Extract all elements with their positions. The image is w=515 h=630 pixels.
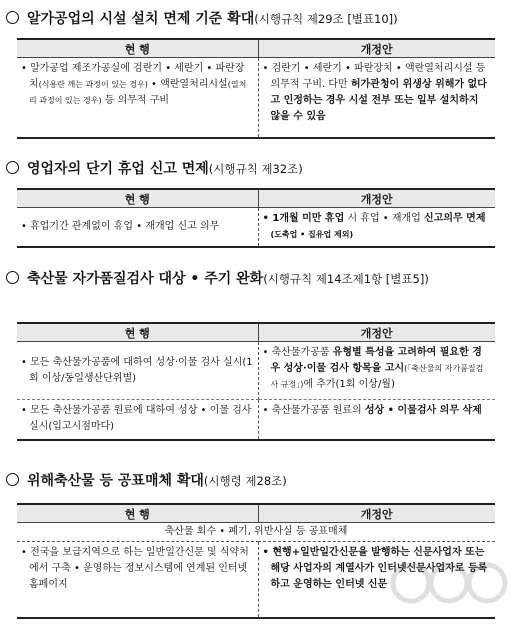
- header-current: 현 행: [17, 504, 258, 523]
- section-4-table: [17, 503, 495, 619]
- s3-row2-current: • 모든 축산물가공품 원료에 대하여 성상 • 이물 검사 실시(입고시점마다): [17, 400, 258, 440]
- header-current: 현 행: [17, 189, 258, 208]
- s3-row1-current: • 모든 축산물가공품에 대하여 성상·이물 검사 실시(1회 이상/동일생산단위별): [17, 342, 258, 400]
- section-2-table: [17, 188, 495, 248]
- section-4-title: 위해축산물 등 공표매체 확대(시행령 제28조): [6, 470, 287, 490]
- s4-common-row: 축산물 회수 • 폐기, 위반사실 등 공표매체: [17, 523, 495, 542]
- section-1-table: [17, 38, 495, 139]
- s1-current-cell: • 알가공업 제조가공실에 검란기 • 세란기 • 파란장치(식용란 깨는 과정이 있는 경우) • 액란열처리시설(열처리 과정이 있는 경우) 등 의무적 구비: [17, 58, 258, 138]
- section-2-title: 영업자의 단기 휴업 신고 면제(시행규칙 제32조): [6, 158, 303, 178]
- s3-row1-revised: • 축산물가공품 유형별 특성을 고려하여 필요한 경우 성상·이물 검사 항목을 고시(「축산물의 자가품질검사 규정」)에 추가(1회 이상/월): [258, 342, 495, 400]
- s3-row2-revised: • 축산물가공품 원료의 성상 • 이물검사 의무 삭제: [258, 400, 495, 440]
- circle-bullet-icon: [6, 11, 19, 24]
- section-3-title: 축산물 자가품질검사 대상 • 주기 완화(시행규칙 제14조제1항 [별표5]): [6, 268, 506, 290]
- header-revised: 개정안: [258, 504, 495, 523]
- header-revised: 개정안: [258, 39, 495, 58]
- circle-bullet-icon: [6, 161, 19, 174]
- circle-bullet-icon: [6, 473, 19, 486]
- s2-current-cell: • 휴업기간 관계없이 휴업 • 재개업 신고 의무: [17, 208, 258, 248]
- s2-revised-cell: • 1개월 미만 휴업 시 휴업 • 재개업 신고의무 면제(도축업 • 집유업 제외): [258, 208, 495, 248]
- section-3-table: [17, 322, 495, 441]
- circle-bullet-icon: [6, 271, 19, 284]
- header-current: 현 행: [17, 323, 258, 342]
- s4-current-cell: • 전국을 보급지역으로 하는 일반일간신문 및 식약처에서 구축 • 운영하는 정보시스템에 연계된 인터넷 홈페이지: [17, 542, 258, 618]
- header-revised: 개정안: [258, 323, 495, 342]
- section-1-title: 알가공업의 시설 설치 면제 기준 확대(시행규칙 제29조 [별표10]): [6, 8, 398, 28]
- header-current: 현 행: [17, 39, 258, 58]
- s4-revised-cell: • 현행+일반일간신문을 발행하는 신문사업자 또는 해당 사업자의 계열사가 인터넷신문사업자로 등록하고 운영하는 인터넷 신문: [258, 542, 495, 618]
- header-revised: 개정안: [258, 189, 495, 208]
- s1-revised-cell: • 검란기 • 세란기 • 파란장치 • 액란열처리시설 등 의무적 구비. 다만 허가관청이 위생상 위해가 없다고 인정하는 경우 시설 전부 또는 일부 설치하지 않을 수 있음: [258, 58, 495, 138]
